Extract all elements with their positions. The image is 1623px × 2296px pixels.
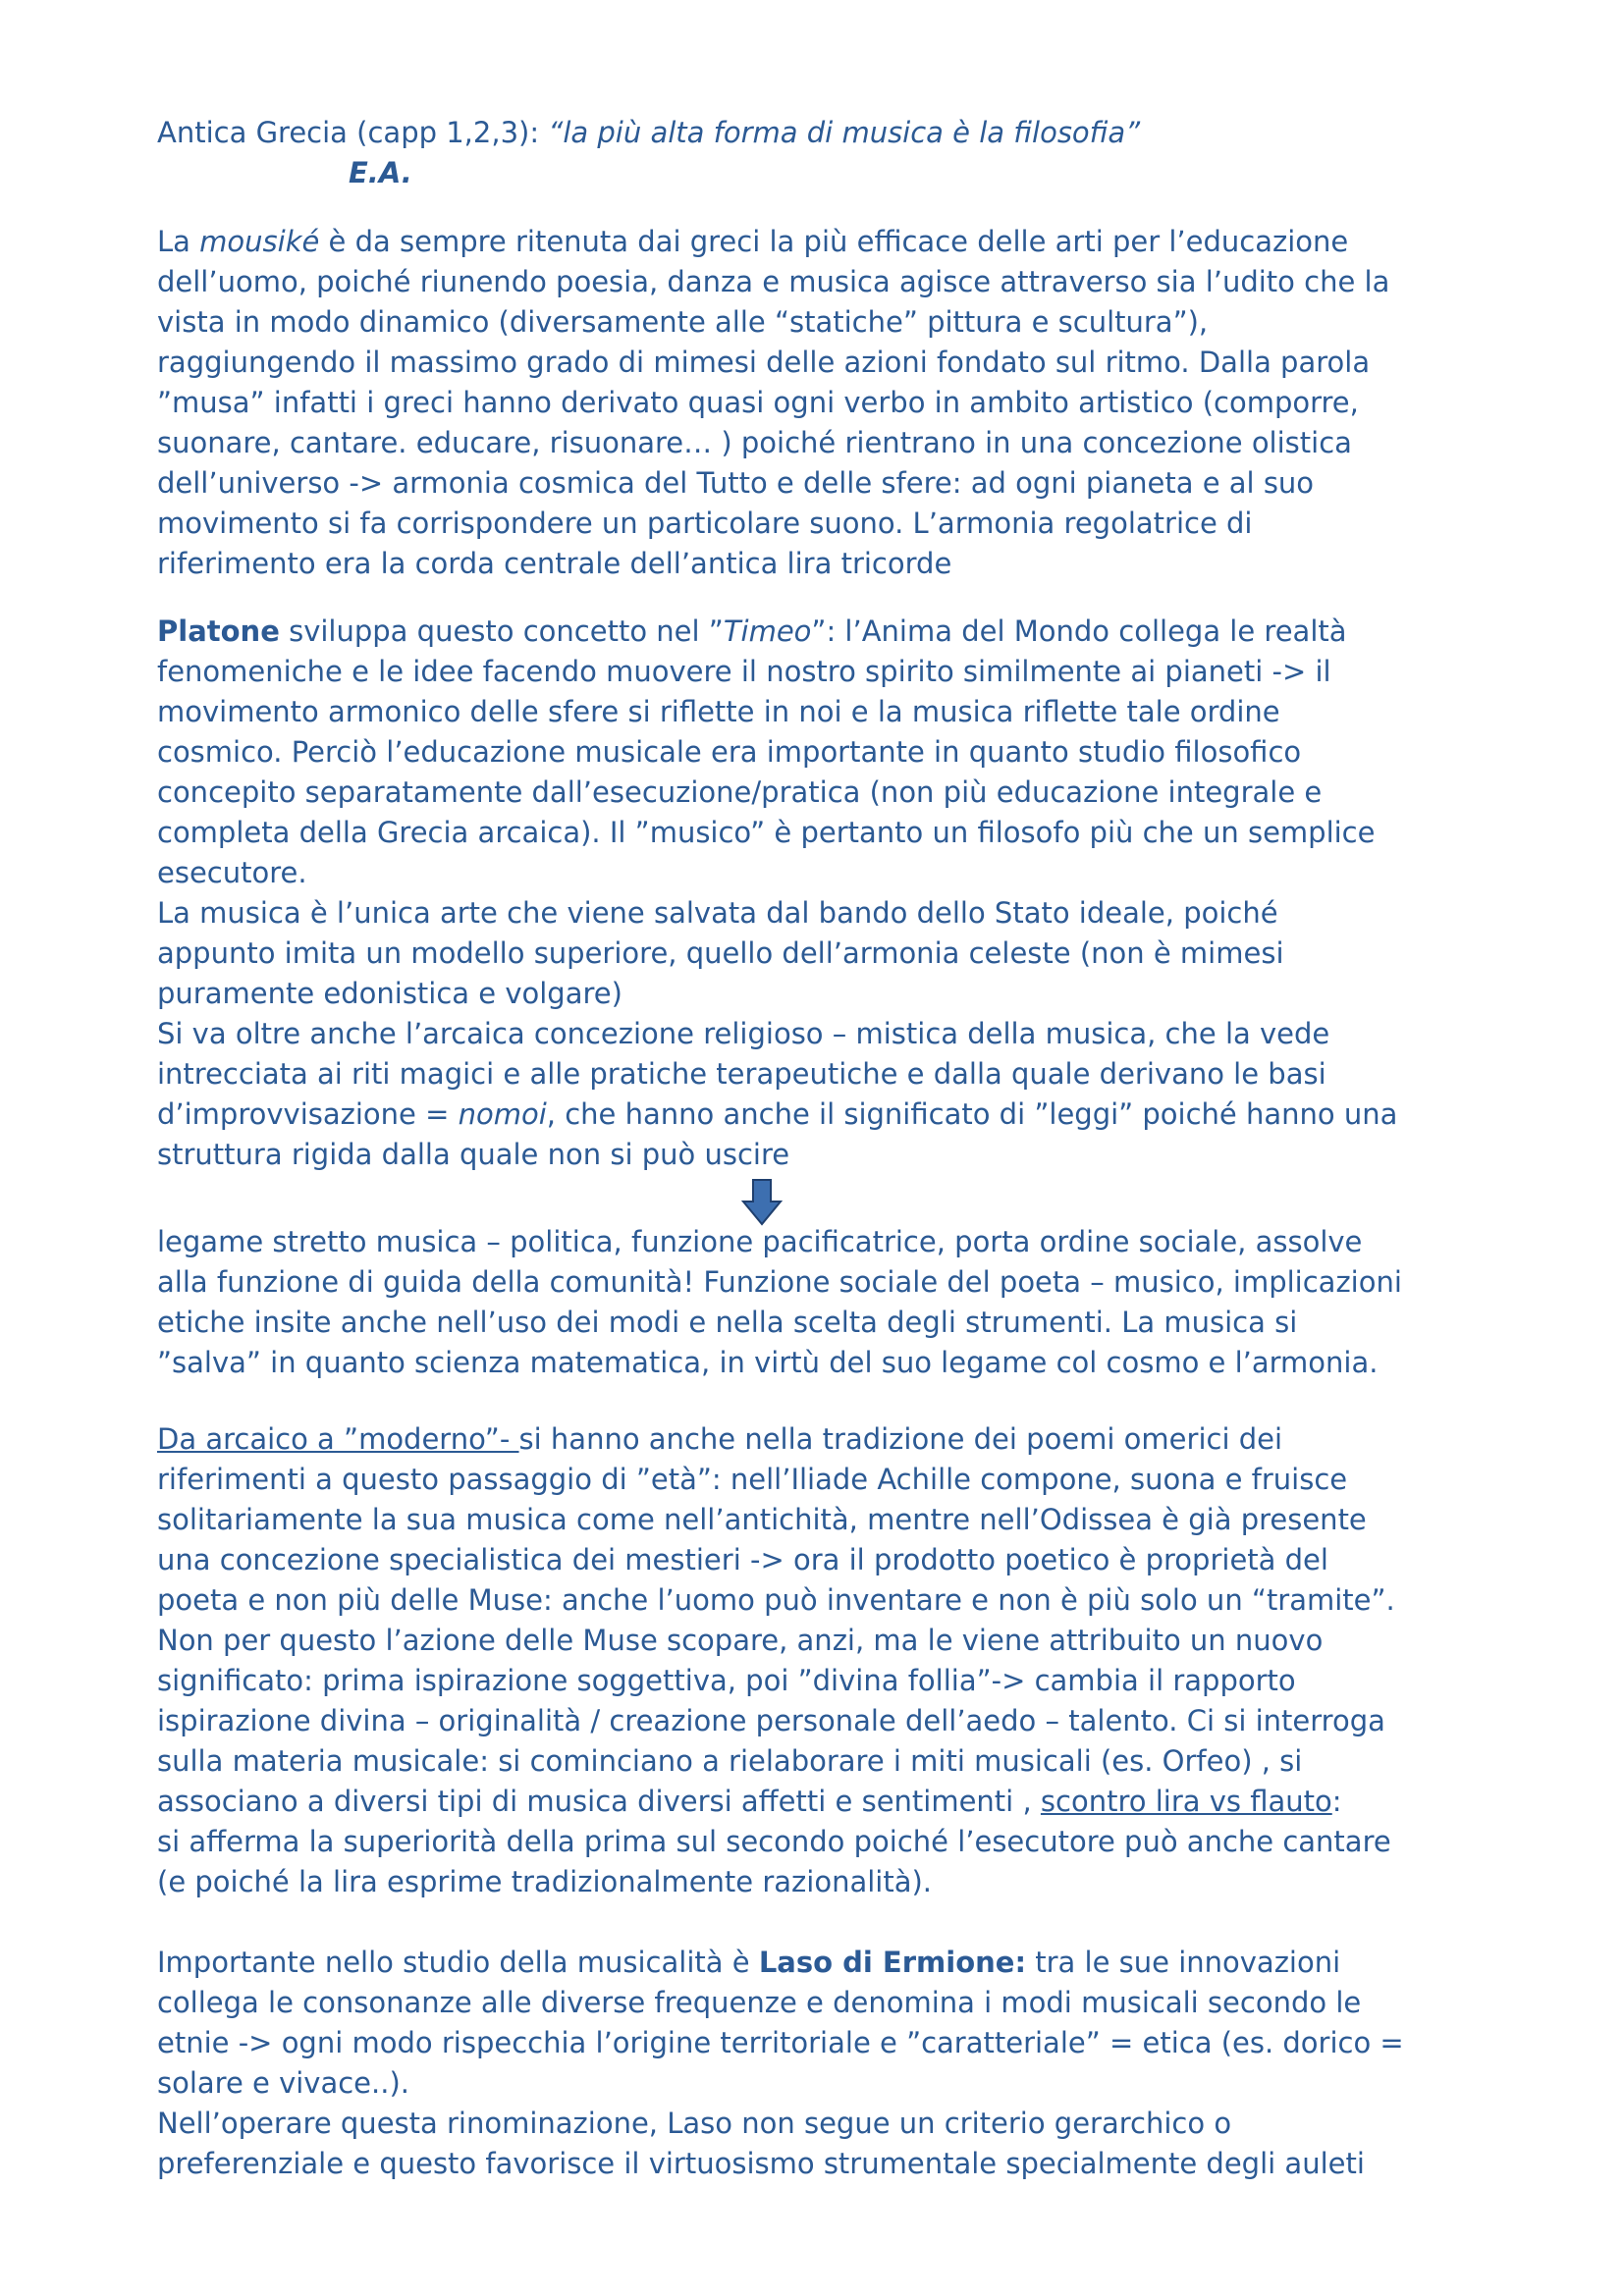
- title-line: Antica Grecia (capp 1,2,3): “la più alta forma di musica è la filosofia”: [157, 116, 1141, 149]
- paragraph-laso: Importante nello studio della musicalità è Laso di Ermione: tra le sue innovazioni collega le consonanze alle diverse frequenze e denomina i modi musicali secondo le etnie -> ogni modo rispecchia l’origine territoriale e ”caratteriale” = etica (es. dorico = solare e vivace..). Nell’operare questa rinominazione, Laso non segue un criterio gerarchico o preferenziale e questo favorisce il virtuosismo strumentale specialmente degli auleti: [157, 1946, 1404, 2180]
- section-heading-underlined: Da arcaico a ”moderno”-: [157, 1422, 519, 1456]
- arrow-down-icon: [739, 1178, 784, 1227]
- underlined-phrase: scontro lira vs flauto: [1040, 1785, 1332, 1818]
- paragraph-platone: Platone sviluppa questo concetto nel ”Timeo”: l’Anima del Mondo collega le realtà fenomeniche e le idee facendo muovere il nostro spirito similmente ai pianeti -> il movimento armonico delle sfere si riflette in noi e la musica riflette tale ordine cosmico. Perciò l’educazione musicale era importante in quanto studio filosofico concepito separatamente dall’esecuzione/pratica (non più educazione integrale e completa della Grecia arcaica). Il ”musico” è pertanto un filosofo più che un semplice esecutore. La musica è l’unica arte che viene salvata dal bando dello Stato ideale, poiché appunto imita un modello superiore, quello dell’armonia celeste (non è mimesi puramente edonistica e volgare) Si va oltre anche l’arcaica concezione religioso – mistica della musica, che la vede intrecciata ai riti magici e alle pratiche terapeutiche e dalla quale derivano le basi d’improvvisazione = nomoi, che hanno anche il significato di ”leggi” poiché hanno una struttura rigida dalla quale non si può uscire: [157, 614, 1398, 1171]
- paragraph-legame: legame stretto musica – politica, funzione pacificatrice, porta ordine sociale, assolve alla funzione di guida della comunità! Funzione sociale del poeta – musico, implicazioni etiche insite anche nell’uso dei modi e nella scelta degli strumenti. La musica si ”salva” in quanto scienza matematica, in virtù del suo legame col cosmo e l’armonia.: [157, 1225, 1402, 1379]
- quote-author: E.A.: [349, 156, 412, 189]
- header: [157, 113, 1492, 193]
- paragraph-arcaico-moderno: Da arcaico a ”moderno”- si hanno anche nella tradizione dei poemi omerici dei riferimenti a questo passaggio di ”età”: nell’Iliade Achille compone, suona e fruisce solitariamente la sua musica come nell’antichità, mentre nell’Odissea è già presente una concezione specialistica dei mestieri -> ora il prodotto poetico è proprietà del poeta e non più delle Muse: anche l’uomo può inventare e non è più solo un “tramite”. Non per questo l’azione delle Muse scopare, anzi, ma le viene attribuito un nuovo significato: prima ispirazione soggettiva, poi ”divina follia”-> cambia il rapporto ispirazione divina – originalità / creazione personale dell’aedo – talento. Ci si interroga sulla materia musicale: si cominciano a rielaborare i miti musicali (es. Orfeo) , si associano a diversi tipi di musica diversi affetti e sentimenti , scontro lira vs flauto: si afferma la superiorità della prima sul secondo poiché l’esecutore può anche cantare (e poiché la lira esprime tradizionalmente razionalità).: [157, 1422, 1395, 1898]
- title-quote: “la più alta forma di musica è la filosofia”: [548, 116, 1141, 149]
- paragraph-mousike: La mousiké è da sempre ritenuta dai greci la più efficace delle arti per l’educazione dell’uomo, poiché riunendo poesia, danza e musica agisce attraverso sia l’udito che la vista in modo dinamico (diversamente alle “statiche” pittura e scultura”), raggiungendo il massimo grado di mimesi delle azioni fondato sul ritmo. Dalla parola ”musa” infatti i greci hanno derivato quasi ogni verbo in ambito artistico (comporre, suonare, cantare. educare, risuonare… ) poiché rientrano in una concezione olistica dell’universo -> armonia cosmica del Tutto e delle sfere: ad ogni pianeta e al suo movimento si fa corrispondere un particolare suono. L’armonia regolatrice di riferimento era la corda centrale dell’antica lira tricorde: [157, 225, 1390, 580]
